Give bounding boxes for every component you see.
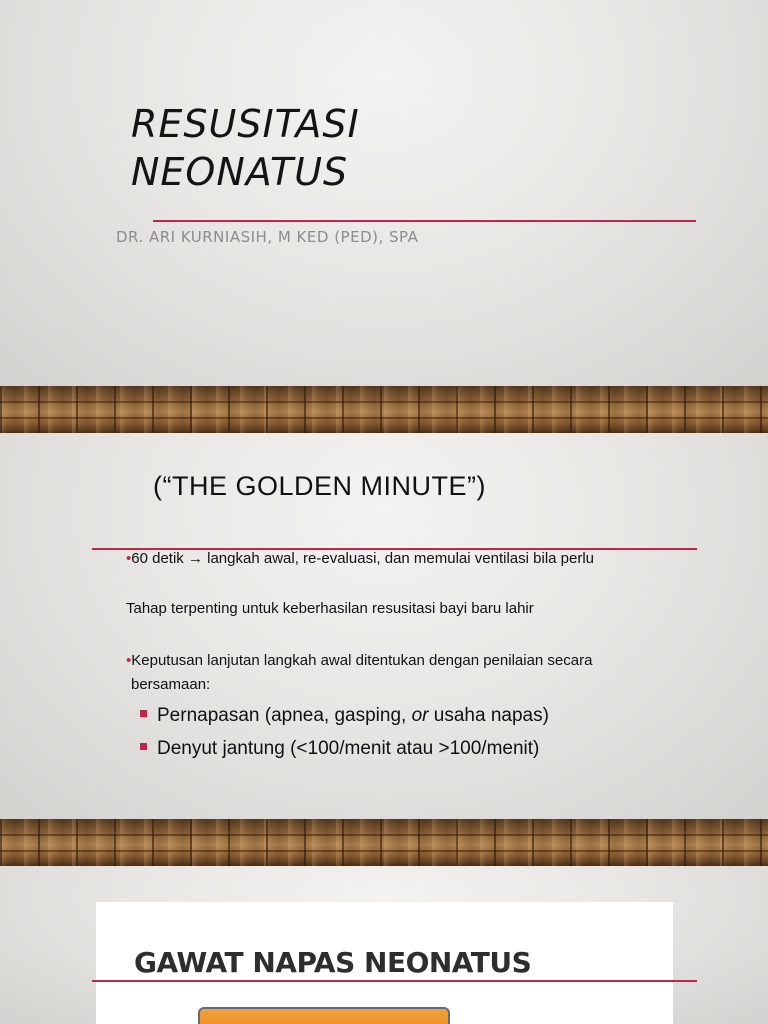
- slide-heading: (“THE GOLDEN MINUTE”): [153, 471, 486, 501]
- sub-bullet-emphasis: or: [411, 705, 429, 726]
- bullet-item-1: [126, 550, 594, 567]
- slide-title: [0, 0, 768, 386]
- title-line-1: RESUSITASI: [131, 102, 360, 146]
- wood-floor-decoration: [0, 819, 768, 866]
- sub-bullet-text: usaha napas): [428, 705, 549, 726]
- square-bullet-icon: [140, 743, 147, 750]
- slide-heading: GAWAT NAPAS NEONATUS: [134, 946, 532, 979]
- sub-bullet-2: [140, 738, 539, 760]
- wood-floor-decoration: [0, 386, 768, 433]
- bullet-text: Keputusan lanjutan langkah awal ditentukan dengan penilaian secara: [131, 652, 593, 669]
- orange-title-box: [198, 1007, 450, 1024]
- bullet-marker: •: [126, 652, 132, 669]
- sub-bullet-1: [140, 705, 549, 727]
- author-subtitle: DR. ARI KURNIASIH, M KED (PED), SPA: [116, 228, 419, 246]
- title-divider: [153, 220, 696, 222]
- sub-bullet-text: Denyut jantung (<100/menit atau >100/menit): [157, 738, 540, 759]
- sub-bullet-text: Pernapasan (apnea, gasping,: [157, 705, 412, 726]
- bullet-item-3-continuation: bersamaan:: [131, 676, 211, 693]
- bullet-item-3: [126, 652, 592, 669]
- slide-title-heading: [131, 100, 360, 196]
- bullet-marker: •: [126, 550, 132, 567]
- title-line-2: NEONATUS: [131, 150, 349, 194]
- slide-gawat-napas: [0, 866, 768, 1024]
- heading-divider: [92, 980, 697, 982]
- bullet-text: 60 detik → langkah awal, re-evaluasi, dan memulai ventilasi bila perlu: [131, 550, 595, 567]
- text-line: Tahap terpenting untuk keberhasilan resusitasi bayi baru lahir: [126, 600, 534, 617]
- square-bullet-icon: [140, 710, 147, 717]
- slide-golden-minute: [0, 433, 768, 819]
